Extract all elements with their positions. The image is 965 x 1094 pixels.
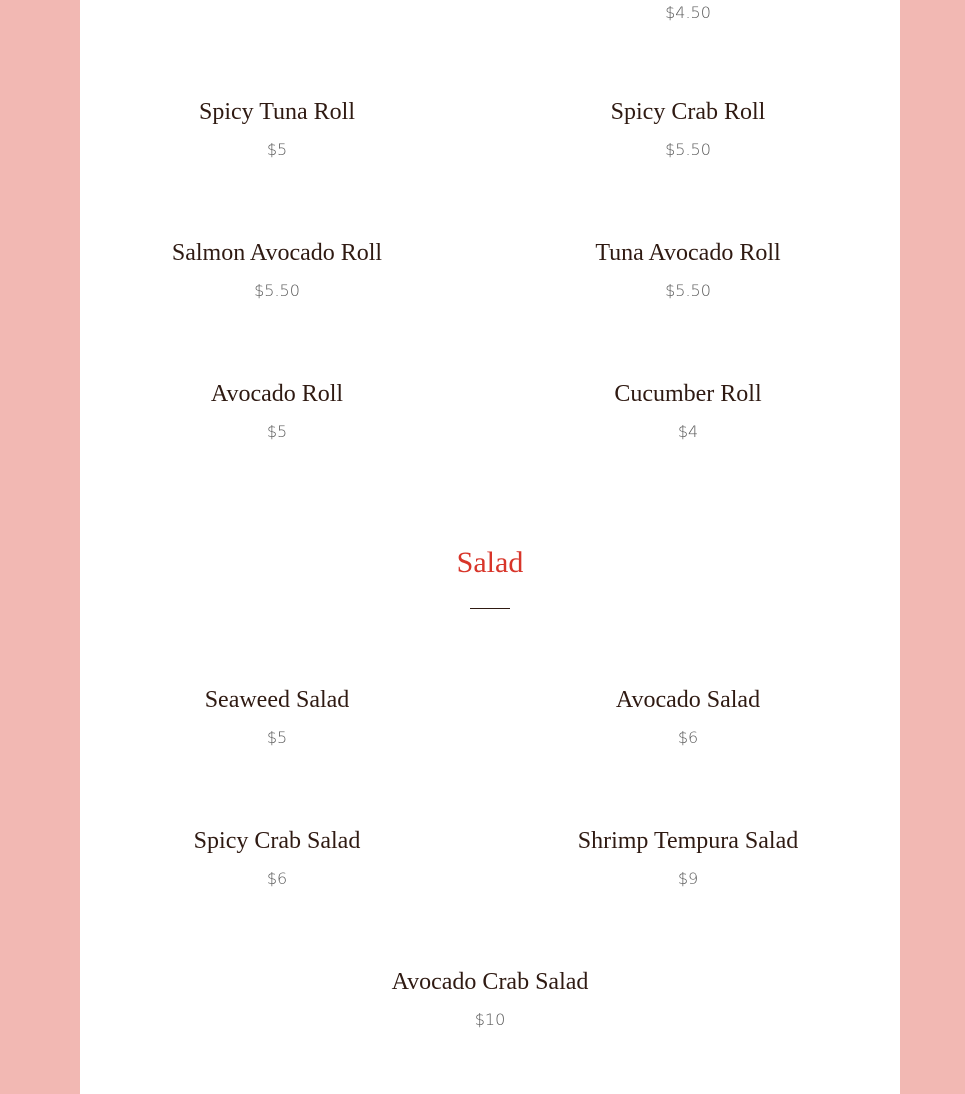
item-price: $10: [474, 1010, 506, 1029]
menu-item-salmon-avocado-roll: [127, 239, 427, 301]
item-price: $5: [266, 422, 288, 441]
menu-item-partial: [538, 3, 838, 23]
item-name: Seaweed Salad: [204, 687, 350, 713]
item-name: Spicy Crab Roll: [610, 99, 766, 125]
item-name: Tuna Avocado Roll: [595, 240, 781, 266]
item-price: $6: [677, 728, 699, 747]
menu-item-cucumber-roll: [538, 380, 838, 442]
menu-page: [80, 0, 900, 1094]
item-name: Avocado Roll: [210, 381, 344, 407]
menu-item-spicy-tuna-roll: [127, 98, 427, 160]
section-divider: [470, 608, 510, 609]
item-price: $5.50: [254, 281, 300, 300]
item-price: $5: [266, 728, 288, 747]
item-price: $5.50: [665, 140, 711, 159]
menu-item-shrimp-tempura-salad: [538, 827, 838, 889]
item-price: $5: [266, 140, 288, 159]
item-name: Spicy Tuna Roll: [198, 99, 356, 125]
item-name: Shrimp Tempura Salad: [577, 828, 799, 854]
menu-item-spicy-crab-salad: [127, 827, 427, 889]
menu-item-seaweed-salad: [127, 686, 427, 748]
menu-item-avocado-roll: [127, 380, 427, 442]
menu-item-avocado-crab-salad: [340, 968, 640, 1030]
menu-item-avocado-salad: [538, 686, 838, 748]
menu-item-tuna-avocado-roll: [538, 239, 838, 301]
item-price: $9: [677, 869, 699, 888]
item-name: Cucumber Roll: [614, 381, 762, 407]
item-price: $6: [266, 869, 288, 888]
item-price: $4: [677, 422, 699, 441]
item-price: $5.50: [665, 281, 711, 300]
item-name: Salmon Avocado Roll: [171, 240, 383, 266]
menu-item-spicy-crab-roll: [538, 98, 838, 160]
item-name: Spicy Crab Salad: [193, 828, 361, 854]
item-name: Avocado Crab Salad: [391, 969, 589, 995]
item-name: Avocado Salad: [615, 687, 761, 713]
item-price: $4.50: [665, 3, 711, 22]
section-title-salad: Salad: [456, 546, 524, 579]
